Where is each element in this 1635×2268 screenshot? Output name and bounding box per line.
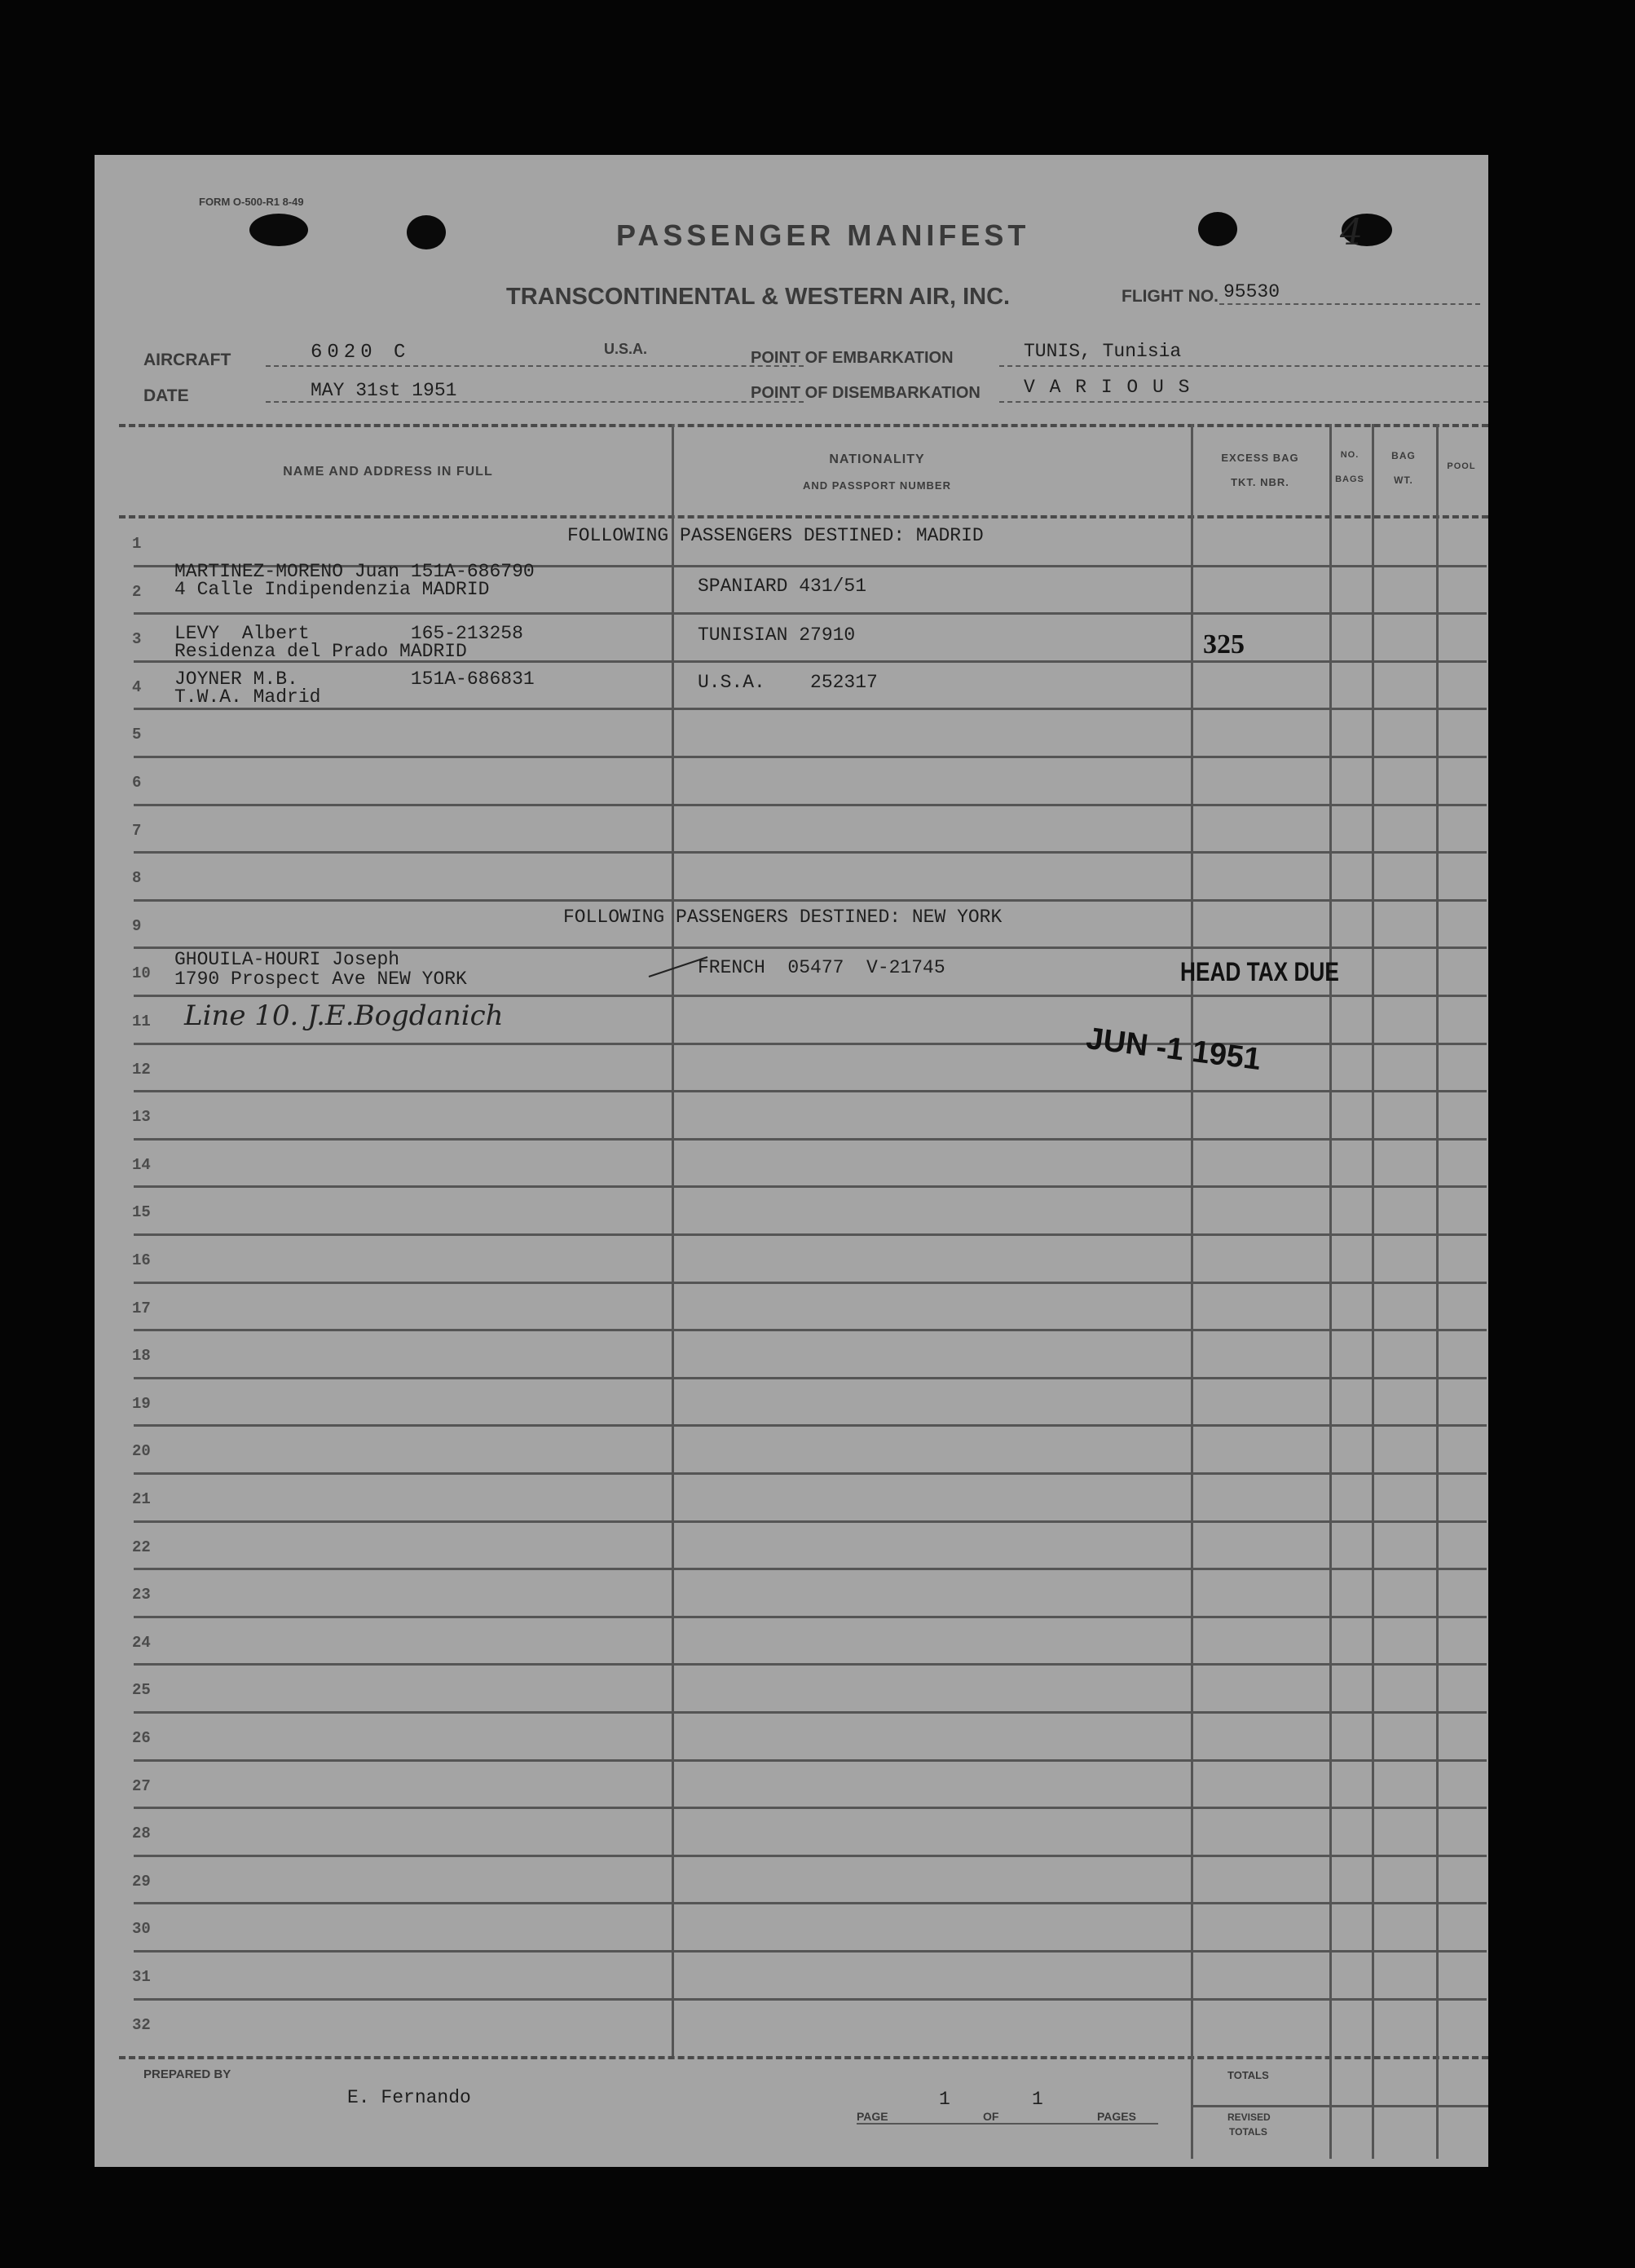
aircraft-label: AIRCRAFT [143, 351, 231, 369]
date-stamp: JUN -1 1951 [1084, 1021, 1263, 1077]
date-underline [266, 401, 804, 403]
column-header-passport: AND PASSPORT NUMBER [803, 479, 951, 492]
passenger-nationality: FRENCH 05477 V-21745 [698, 957, 945, 978]
row-number: 31 [132, 1968, 151, 1986]
passenger-name: LEVY Albert 165-213258 [174, 623, 523, 644]
of-label: OF [983, 2110, 999, 2123]
column-divider [1436, 424, 1439, 2159]
totals-label: TOTALS [1227, 2069, 1269, 2081]
row-number: 12 [132, 1060, 151, 1079]
handwritten-annotation: Line 10. J.E.Bogdanich [184, 999, 504, 1032]
connector-line [646, 954, 711, 980]
column-divider [1372, 424, 1374, 2159]
table-bottom-border [119, 2056, 1488, 2059]
row-line [134, 1807, 1487, 1809]
row-number: 9 [132, 916, 142, 935]
row-number: 1 [132, 535, 142, 553]
row-number: 26 [132, 1729, 151, 1747]
passenger-name: JOYNER M.B. 151A-686831 [174, 668, 535, 690]
row-line [134, 1233, 1487, 1236]
punch-hole [407, 215, 446, 249]
row-line [134, 1329, 1487, 1331]
row-number: 8 [132, 869, 142, 888]
flight-underline [1219, 303, 1480, 305]
row-number: 13 [132, 1108, 151, 1127]
date-value: MAY 31st 1951 [311, 380, 457, 401]
row-line [134, 1043, 1487, 1045]
aircraft-country: U.S.A. [604, 341, 648, 357]
total-pages: 1 [1032, 2089, 1043, 2110]
row-number: 5 [132, 726, 142, 744]
row-number: 6 [132, 774, 142, 792]
row-number: 16 [132, 1251, 151, 1269]
document-title: PASSENGER MANIFEST [616, 218, 1030, 252]
disembarkation-underline [999, 401, 1488, 403]
prepared-by-label: PREPARED BY [143, 2067, 231, 2081]
row-number: 7 [132, 821, 142, 840]
embarkation-label: POINT OF EMBARKATION [751, 349, 954, 367]
column-header-ticket-number: TKT. NBR. [1231, 476, 1289, 488]
row-line [134, 1138, 1487, 1141]
row-number: 21 [132, 1490, 151, 1508]
destination-heading-new-york: FOLLOWING PASSENGERS DESTINED: NEW YORK [563, 907, 1003, 928]
passenger-address: 4 Calle Indipendenzia MADRID [174, 579, 490, 600]
column-divider [1191, 424, 1193, 2159]
embarkation-underline [999, 365, 1488, 367]
passenger-name: MARTINEZ-MORENO Juan 151A-686790 [174, 561, 535, 582]
row-number: 2 [132, 582, 142, 601]
column-divider [1329, 424, 1332, 2159]
row-line [134, 1377, 1487, 1379]
row-number: 18 [132, 1347, 151, 1366]
row-line [134, 1185, 1487, 1188]
totals-line [1191, 2105, 1488, 2107]
row-line [134, 1998, 1487, 2001]
flight-number: 95530 [1223, 281, 1280, 302]
page-label: PAGE [857, 2110, 888, 2123]
row-number: 24 [132, 1633, 151, 1652]
row-line [134, 804, 1487, 806]
excess-bag-ticket: 325 [1203, 629, 1245, 660]
date-label: DATE [143, 386, 189, 405]
row-number: 22 [132, 1538, 151, 1556]
passenger-address: 1790 Prospect Ave NEW YORK [174, 969, 467, 990]
row-number: 11 [132, 1013, 151, 1030]
row-number: 19 [132, 1394, 151, 1413]
column-header-nationality: NATIONALITY [829, 452, 925, 466]
head-tax-due-stamp: HEAD TAX DUE [1180, 957, 1339, 986]
row-line [134, 1090, 1487, 1092]
disembarkation-value: V A R I O U S [1024, 377, 1192, 398]
column-header-bag-weight: BAG [1391, 450, 1416, 461]
row-number: 23 [132, 1586, 151, 1604]
column-header-pool: POOL [1447, 461, 1476, 471]
row-number: 25 [132, 1681, 151, 1700]
row-number: 27 [132, 1776, 151, 1795]
row-line [134, 1520, 1487, 1523]
row-number: 32 [132, 2015, 151, 2034]
passenger-name: GHOUILA-HOURI Joseph [174, 949, 400, 970]
company-name: TRANSCONTINENTAL & WESTERN AIR, INC. [506, 284, 1011, 310]
row-number: 17 [132, 1299, 151, 1317]
row-line [134, 708, 1487, 710]
flight-label: FLIGHT NO. [1122, 287, 1219, 306]
revised-label: REVISED [1227, 2111, 1271, 2123]
punch-hole [1198, 212, 1237, 246]
row-number: 30 [132, 1920, 151, 1939]
row-number: 3 [132, 630, 142, 649]
pages-label: PAGES [1097, 2110, 1136, 2123]
row-line [134, 1282, 1487, 1284]
column-header-bags: BAGS [1335, 474, 1364, 484]
passenger-address: Residenza del Prado MADRID [174, 641, 467, 662]
aircraft-underline [266, 365, 804, 367]
row-line [134, 1759, 1487, 1762]
row-number: 29 [132, 1872, 151, 1891]
column-header-name: NAME AND ADDRESS IN FULL [283, 465, 493, 479]
page-underline [857, 2123, 1158, 2125]
passenger-nationality: SPANIARD 431/51 [698, 576, 867, 597]
table-top-border [119, 424, 1488, 427]
row-line [134, 1663, 1487, 1666]
destination-heading-madrid: FOLLOWING PASSENGERS DESTINED: MADRID [567, 525, 984, 546]
row-number: 10 [132, 964, 151, 983]
row-number: 4 [132, 677, 142, 696]
row-line [134, 995, 1487, 997]
row-number: 14 [132, 1155, 151, 1174]
embarkation-value: TUNIS, Tunisia [1024, 341, 1182, 362]
row-line [134, 1616, 1487, 1618]
row-line [134, 1424, 1487, 1427]
row-line [134, 1855, 1487, 1857]
row-number: 20 [132, 1442, 151, 1461]
row-line [134, 1568, 1487, 1570]
disembarkation-label: POINT OF DISEMBARKATION [751, 384, 981, 402]
header-bottom-border [119, 515, 1488, 518]
column-header-excess-bag: EXCESS BAG [1221, 452, 1299, 464]
column-header-weight: WT. [1394, 474, 1413, 486]
passenger-nationality: TUNISIAN 27910 [698, 624, 856, 646]
page-number: 1 [939, 2089, 950, 2110]
prepared-by-value: E. Fernando [347, 2087, 471, 2108]
row-line [134, 899, 1487, 902]
column-header-no-bags: NO. [1340, 450, 1360, 460]
manifest-sheet [95, 155, 1488, 2167]
row-number: 28 [132, 1825, 151, 1843]
aircraft-number: 6020 C [311, 342, 411, 364]
revised-totals-label: TOTALS [1229, 2126, 1267, 2138]
row-line [134, 851, 1487, 854]
row-line [134, 1950, 1487, 1953]
row-line [134, 756, 1487, 758]
row-line [134, 612, 1487, 615]
punch-hole [249, 214, 308, 246]
row-line [134, 1902, 1487, 1904]
row-number: 15 [132, 1203, 151, 1222]
passenger-address: T.W.A. Madrid [174, 686, 321, 708]
passenger-nationality: U.S.A. 252317 [698, 672, 878, 693]
row-line [134, 1711, 1487, 1714]
page-mark: 4 [1340, 212, 1363, 254]
form-number: FORM O-500-R1 8-49 [199, 196, 304, 208]
row-line [134, 1472, 1487, 1475]
column-divider [672, 424, 674, 2056]
